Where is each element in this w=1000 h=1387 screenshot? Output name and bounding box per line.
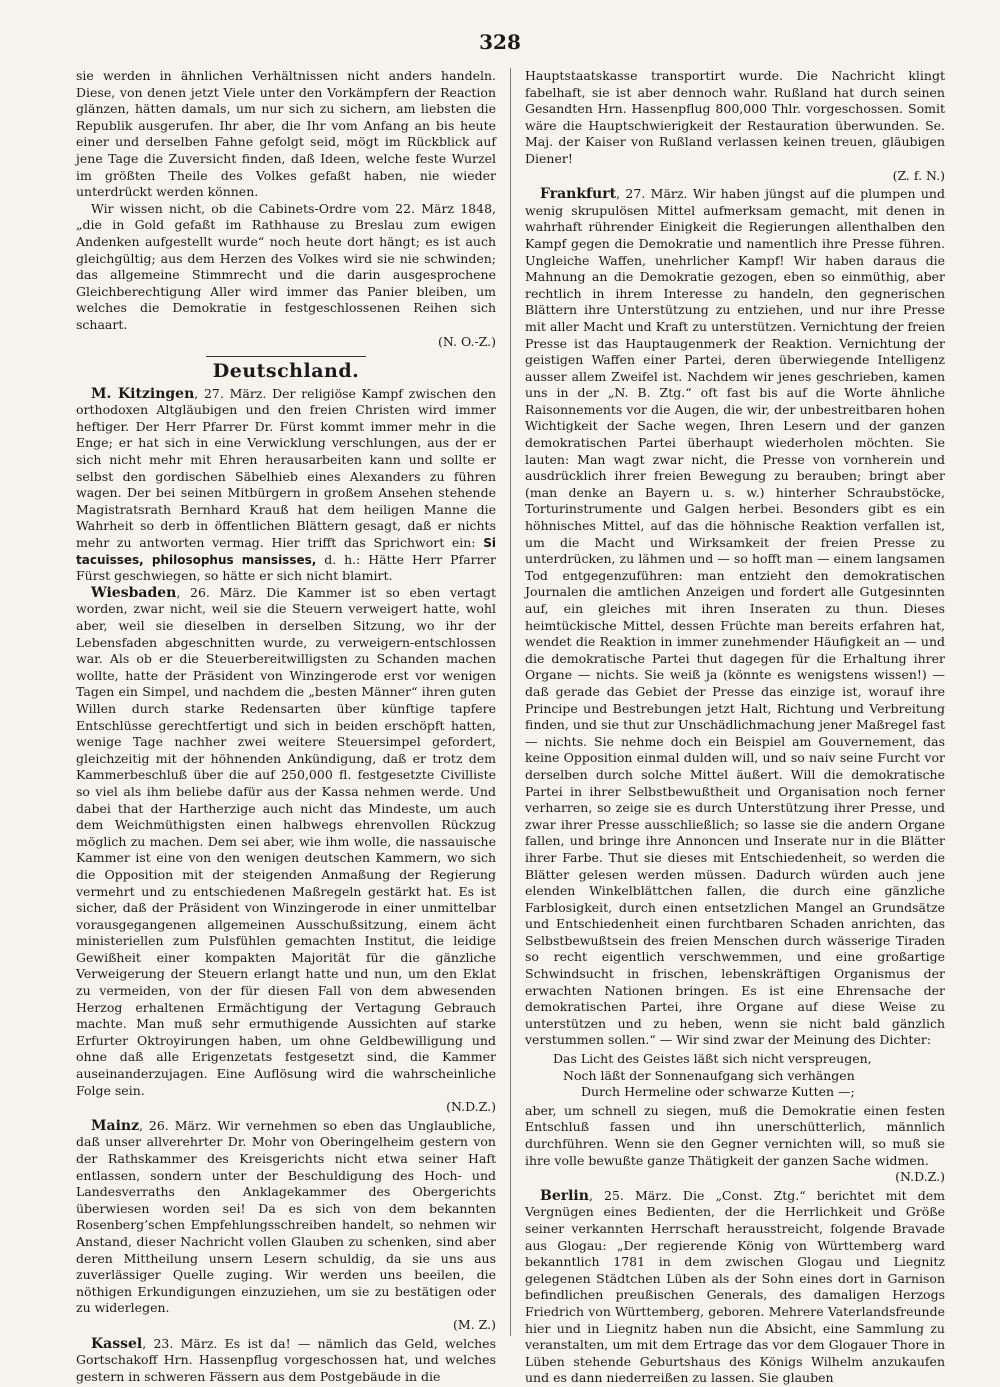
article-mainz	[76, 1118, 496, 1317]
source-signature: (N. O.-Z.)	[438, 333, 496, 349]
dateline-place: Mainz	[91, 1117, 140, 1134]
dateline-place: Berlin	[540, 1187, 589, 1204]
dateline-date: , 27. März.	[616, 186, 688, 202]
article-text: Die Kammer ist so eben vertagt worden, zwar nicht, weil sie die Steuern verweigert hatte, wohl aber, weil sie dieselben in derselben Sitzung, wo ihr der Lebensfaden abgeschnitten wurde, zu verweigern-entschlossen war. Als ob er die Steuerbereitwilligsten zu Schanden machen wollte, hatte der Präsident von Winzingerode erst vor wenigen Tagen ein Simpel, und nachdem die „besten Männer“ ihren guten Willen durch starke Redensarten über künftige tapfere Entschlüsse gerechtfertigt und sich in beiden erschöpft hatten, wenige Tage nachher zwei weitere Steuersimpel gefordert, gleichzeitig mit der höhnenden Ankündigung, daß er trotz dem Kammerbeschluß über die auf 250,000 fl. festgesetzte Civilliste so viel als ihm beliebe dafür aus der Kassa nehmen werde. Und dabei that der Hartherzige auch nicht das Mindeste, um auch dem Weichmüthigsten einen halbwegs ehrenvollen Rückzug möglich zu machen. Dem sei aber, wie ihm wolle, die nassauische Kammer ist eine von den wenigen deutschen Kammern, wo sich die Opposition mit der steigenden Anmaßung der Regierung vermehrt und zu entschiedenen Maßregeln gestärkt hat. Es ist sicher, daß der Präsident von Winzingerode in einer unmittelbar vorausgegangenen allgemeinen Ausschußsitzung, einem ächt ministeriellen zum Pulsfühlen gemachten Institut, die leidige Gewißheit einer kompakten Majorität für die gänzliche Verweigerung der Steuern erlangt hatte und nun, um den Eklat zu vermeiden, von der für diesen Fall von dem abwesenden Herzog erhaltenen Ermächtigung der Vertagung Gebrauch machte. Man muß sehr ermuthigende Aussichten auf starke Erfurter Oktroyirungen haben, um ohne Geldbewilligung und ohne daß alle Erigenzetats festgesetzt sind, die Kammer auseinanderzujagen. Eine Auflösung wird die wahrscheinliche Folge sein.	[76, 584, 496, 1098]
article-text: d. h.: Hätte Herr Pfarrer Fürst geschwiegen, so hätte er sich nicht blamirt.	[76, 551, 496, 584]
dateline-date: , 27. März.	[194, 385, 267, 401]
poem-line: Durch Hermeline oder schwarze Kutten —;	[581, 1084, 855, 1100]
article-text: Wir haben jüngst auf die plumpen und wenig skrupulösen Mittel aufmerksam gemacht, mit denen in wahrhaft rührender Einigkeit die Regierungen allenthalben den Kampf gegen die Demokratie und namentlich ihre Presse führen. Ungleiche Waffen, unehrlicher Kampf! Wir haben daraus die Mahnung an die Demokratie gezogen, eben so einmüthig, aber rechtlich in ihrem Interesse zu handeln, den gegnerischen Blättern ihre Unterstützung zu entziehen, und nur ihre Presse mit aller Macht und Kraft zu unterstützen. Vernichtung der freien Presse ist das Hauptaugenmerk der Reaktion. Vernichtung der geistigen Waffen einer Partei, deren überwiegende Intelligenz ausser allem Zweifel ist. Nachdem wir jenes geschrieben, kamen uns in der „N. B. Ztg.“ oft fast bis auf die Worte ähnliche Raisonnements vor die Augen, die wir, der unbestreitbaren hohen Wichtigkeit der Sache wegen, Ihren Lesern und der ganzen demokratischen Partei überhaupt wiederholen möchten. Sie lauten: Man wagt zwar nicht, die Presse von vornherein und ausdrücklich ihrer freien Bewegung zu berauben; bringt aber (man denke an Bayern u. s. w.) hinterher Schraubstöcke, Torturinstrumente und Galgen herbei. Besonders gibt es ein höhnisches Mittel, auf das die höhnische Reaktion verfallen ist, um die Macht und Wirksamkeit der freien Presse zu unterdrücken, zu lähmen und — so hofft man — einem langsamen Tod entgegenzuführen: man entzieht den demokratischen Journalen die amtlichen Anzeigen und fordert alle Gutgesinnten auf, ein gleiches mit ihren Inseraten zu thun. Dieses heimtückische Mittel, dessen Früchte man bereits erfahren hat, wendet die Reaktion in immer zunehmender Häufigkeit an — und die demokratische Partei thut dagegen für die Erhaltung ihrer Organe — nichts. Sie weiß ja (könnte es wenigstens wissen!) — daß gerade das Gebiet der Presse das einzige ist, worauf ihre Principe und Bestrebungen jetzt Halt, Richtung und Verbreitung finden, und sie thut zur Unschädlichmachung jener Maßregel fast — nichts. Sie nehme doch ein Beispiel am Gouvernement, das keine Opposition einmal dulden will, und so naiv seine Furcht vor derselben durch solche Mittel äußert. Will die demokratische Partei in ihrer Selbstbewußtheit und Organisation noch ferner verharren, so zeige sie es durch Unterstützung ihrer Presse, und zwar ihrer Presse ausschließlich; so lasse sie die andern Organe fallen, und bringe ihre Annoncen und Inserate nur in die Blätter ihrer Farbe. Thut sie dieses mit Entschiedenheit, so werden die Blätter gelesen werden müssen. Dadurch würden auch jene elenden Winkelblättchen fallen, die durch eine gänzliche Farblosigkeit, durch einen entsetzlichen Mangel an Grundsätze und Entschiedenheit einen furchtbaren Schaden anrichten, das Selbstbewußtsein des freien Menschen durch wässerige Tiraden so recht eigentlich verschwemmen, und eine großartige Schwindsucht in frischen, lebenskräftigen Organismus der erwachten Nationen bringen. Es ist eine Ehrensache der demokratischen Partei, ihre Organe auf diese Weise zu unterstützen und zu heben, wenn sie nicht bald gänzlich verstummen sollen.“ — Wir sind zwar der Meinung des Dichter:	[525, 186, 945, 1048]
dateline-date: , 25. März.	[588, 1187, 672, 1203]
source-signature: (N.D.Z.)	[895, 1169, 945, 1185]
dateline-date: , 23. März.	[142, 1335, 218, 1351]
paragraph: aber, um schnell zu siegen, muß die Demokratie einen festen Entschluß fassen und ihn unerschütterlich, männlich durchführen. Wenn sie den Gegner vernichten will, so muß sie ihre volle bewußte ganze Thätigkeit der ganzen Sache widmen.	[525, 1102, 945, 1168]
dateline-place: Kassel	[91, 1335, 143, 1352]
article-kitzingen	[76, 386, 496, 585]
poem-line: Das Licht des Geistes läßt sich nicht verspreugen,	[553, 1051, 872, 1067]
poem-line: Noch läßt der Sonnenaufgang sich verhängen	[563, 1067, 855, 1083]
section-divider	[206, 356, 366, 357]
dateline-place: Frankfurt	[540, 186, 617, 203]
article-text: Der religiöse Kampf zwischen den orthodoxen Altgläubigen und den freien Christen wird immer heftiger. Der Herr Pfarrer Dr. Fürst kommt immer mehr in die Enge; er hat sich in eine Verwicklung verschlungen, aus der er sich nicht mehr mit Ehren herausarbeiten kann und sollte er selbst den gordischen Säbelhieb eines Alexanders zu führen wagen. Der bei seinen Mitbürgern in großem Ansehen stehende Magistratsrath Bernhard Krauß hat dem heiligen Manne die Wahrheit so derb in öffentlichen Blättern gesagt, daß er nichts mehr zu antworten vermag. Hier trifft das Sprichwort ein:	[76, 385, 496, 551]
article-text: Die „Const. Ztg.“ berichtet mit dem Vergnügen eines Bedienten, der die Herrlichkeit und Größe seiner verkannten Herrschaft herausstreicht, folgende Bravade aus Glogau: „Der regierende König von Württemberg ward bekanntlich 1781 in dem zwischen Glogau und Liegnitz gelegenen Städtchen Lüben als der Sohn eines dort in Garnison befindlichen preußischen Generals, des damaligen Herzogs Friedrich von Württemberg, geboren. Mehrere Vaterlandsfreunde hier und in Liegnitz haben nun die Absicht, eine Sammlung zu veranstalten, um mit dem Ertrage das vor dem Glogauer Thore in Lüben stehende Geburtshaus des Königs Wilhelm anzukaufen und es dann niederreißen zu lassen. Sie glauben	[525, 1187, 945, 1386]
article-continuation: sie werden in ähnlichen Verhältnissen nicht anders handeln. Diese, von denen jetzt Viele unter den Vorkämpfern der Reaction glänzen, hätten damals, um nur sich zu sichern, am liebsten die Republik ausgerufen. Ihr aber, die Ihr vom Anfang an bis heute einer und derselben Fahne gefolgt seid, mögt im Rückblick auf jene Tage die Zuversicht finden, daß Ideen, welche feste Wurzel im größten Theile des Volkes gefaßt haben, nie wieder unterdrückt werden können.	[76, 68, 496, 200]
dateline-place: M. Kitzingen	[91, 385, 195, 402]
article-text: Es ist da! — nämlich das Geld, welches Gortschakoff Hrn. Hassenpflug vorgeschossen hat, und welches gestern in schweren Fässern aus dem Postgebäude in die	[76, 1335, 496, 1384]
latin-quote: Si tacuisses, philosophus mansisses,	[76, 536, 496, 567]
source-signature: (N.D.Z.)	[446, 1099, 496, 1115]
article-frankfurt	[525, 186, 945, 1049]
source-signature: (Z. f. N.)	[892, 167, 945, 183]
source-signature: (M. Z.)	[453, 1316, 496, 1332]
page-number: 328	[479, 30, 521, 54]
dateline-place: Wiesbaden	[91, 584, 177, 601]
article-continuation: Hauptstaatskasse transportirt wurde. Die Nachricht klingt fabelhaft, sie ist aber dennoch wahr. Rußland hat durch seinen Gesandten Hrn. Hassenpflug 800,000 Thlr. vorgeschossen. Somit wäre die Hauptschwierigkeit der Restauration überwunden. Se. Maj. der Kaiser von Rußland verlassen keinen treuen, gläubigen Diener!	[525, 68, 945, 166]
section-heading: Deutschland.	[212, 360, 360, 383]
article-wiesbaden	[76, 585, 496, 1099]
column-divider	[510, 68, 511, 1336]
dateline-date: , 26. März.	[139, 1117, 212, 1133]
left-column	[76, 68, 496, 1384]
article-text: Wir vernehmen so eben das Unglaubliche, daß unser allverehrter Dr. Mohr von Oberingelheim gestern von der Rathskammer des Kreisgerichts nicht etwa seiner Haft entlassen, sondern unter der Beschuldigung des Hoch- und Landesverraths den Anklagekammer des Obergerichts überwiesen worden sei! Da es sich von dem bekannten Rosenberg’schen Empfehlungsschreiben handelt, so nehmen wir Anstand, dieser Nachricht vollen Glauben zu schenken, sind aber deren Mittheilung unsern Lesern schuldig, da sie uns aus zuverlässiger Quelle zuging. Wir werden uns beeilen, die nöthigen Erkundigungen einzuziehen, um sie zu bestätigen oder zu widerlegen.	[76, 1117, 496, 1316]
dateline-date: , 26. März.	[176, 584, 257, 600]
poem-quote	[525, 1051, 945, 1101]
paragraph: Wir wissen nicht, ob die Cabinets-Ordre vom 22. März 1848, „die in Gold gefaßt im Rathhause zu Breslau zum ewigen Andenken aufgestellt wurde“ noch heute dort hängt; es ist auch gleichgültig; aus dem Herzen des Volkes wird sie nie schwinden; das allgemeine Stimmrecht und die darin ausgesprochene Gleichberechtigung Aller wird immer das Panier bleiben, um welches die Demokratie in festgeschlossenen Reihen sich schaart.	[76, 200, 496, 332]
article-kassel	[76, 1336, 496, 1386]
article-berlin	[525, 1188, 945, 1387]
right-column	[525, 68, 945, 1386]
